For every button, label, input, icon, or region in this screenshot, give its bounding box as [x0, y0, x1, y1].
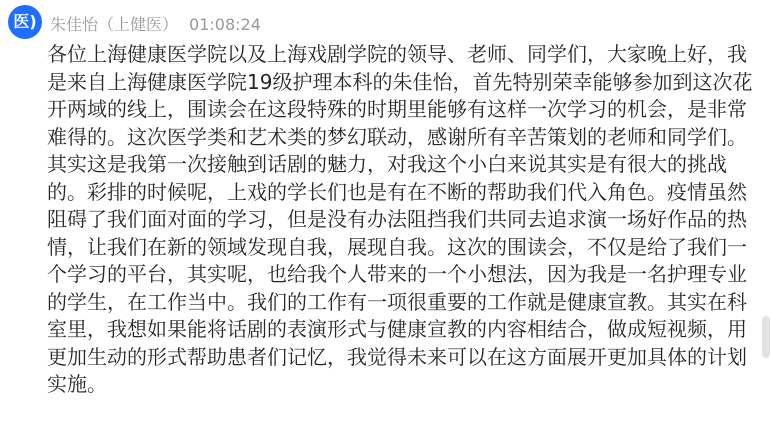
message-line: 室里，我想如果能将话剧的表演形式与健康宣教的内容相结合，做成短视频，用 [47, 317, 747, 341]
message-timestamp: 01:08:24 [189, 15, 261, 34]
message-line: 的学生，在工作当中。我们的工作有一项很重要的工作就是健康宣教。其实在科 [47, 289, 747, 314]
message-line: 更加生动的形式帮助患者们记忆，我觉得未来可以在这方面展开更加具体的计划 [47, 344, 747, 369]
message-line: 是来自上海健康医学院19级护理本科的朱佳怡，首先特别荣幸能够参加到这次花 [47, 69, 753, 94]
message-line: 情，让我们在新的领域发现自我，展现自我。这次的围读会，不仅是给了我们一 [47, 234, 747, 259]
message-line: 各位上海健康医学院以及上海戏剧学院的领导、老师、同学们，大家晚上好，我 [47, 42, 747, 66]
message-line: 阻碍了我们面对面的学习，但是没有办法阻挡我们共同去追求演一场好作品的热 [47, 207, 747, 231]
message-line: 其实这是我第一次接触到话剧的魅力，对我这个小白来说其实是有很大的挑战 [47, 152, 727, 176]
sender-name: 朱佳怡（上健医） [50, 15, 179, 34]
message-meta [50, 12, 261, 35]
message-line: 实施。 [47, 372, 107, 396]
message-line: 开两域的线上，围读会在这段特殊的时期里能够有这样一次学习的机会，是非常 [47, 97, 747, 121]
message-line: 难得的。这次医学类和艺术类的梦幻联动，感谢所有辛苦策划的老师和同学们。 [47, 124, 747, 149]
message-line: 个学习的平台，其实呢，也给我个人带来的一个小想法，因为我是一名护理专业 [47, 262, 747, 286]
vertical-scrollbar-thumb[interactable] [762, 316, 770, 358]
message-body [47, 41, 769, 399]
sender-avatar: 医) [8, 5, 42, 39]
message-line: 的。彩排的时候呢，上戏的学长们也是有在不断的帮助我们代入角色。疫情虽然 [47, 179, 747, 204]
